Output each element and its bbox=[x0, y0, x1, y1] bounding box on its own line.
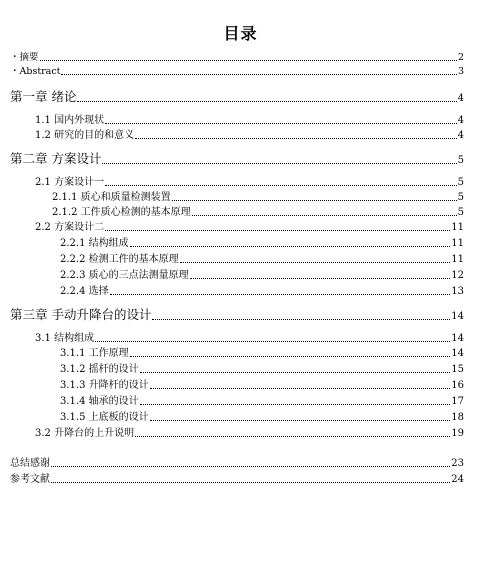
toc-label: 2.2.3 质心的三点法测量原理 bbox=[60, 270, 189, 281]
toc-entry-2-2[interactable] bbox=[35, 221, 464, 234]
toc-label: ・Abstract bbox=[10, 66, 61, 77]
toc-label: 2.1 方案设计一 bbox=[35, 177, 105, 188]
toc-page-number: 4 bbox=[457, 115, 464, 126]
toc-label: 1.1 国内外现状 bbox=[35, 115, 105, 126]
dot-leader bbox=[102, 163, 456, 164]
toc-entry-2-1[interactable] bbox=[35, 176, 464, 189]
toc-entry-references[interactable] bbox=[10, 473, 464, 486]
toc-page-number: 4 bbox=[457, 93, 464, 104]
toc-entry-chapter-3[interactable] bbox=[10, 307, 464, 323]
toc-entry-abstract-cn[interactable] bbox=[10, 52, 464, 64]
dot-leader bbox=[172, 200, 457, 201]
toc-page-number: 17 bbox=[451, 396, 464, 407]
toc-page-number: 19 bbox=[451, 428, 464, 439]
dot-leader bbox=[150, 388, 451, 389]
toc-page-number: 14 bbox=[451, 333, 464, 344]
toc-label: 3.1.2 摇杆的设计 bbox=[60, 364, 139, 375]
toc-entry-3-1[interactable] bbox=[35, 332, 464, 345]
toc-entry-3-1-3[interactable] bbox=[60, 379, 464, 392]
toc-page-number: 5 bbox=[457, 177, 464, 188]
dot-leader bbox=[51, 466, 450, 467]
toc-label: 3.1.4 轴承的设计 bbox=[60, 396, 139, 407]
toc-label: 2.1.2 工件质心检测的基本原理 bbox=[52, 207, 191, 218]
toc-label: 3.1.3 升降杆的设计 bbox=[60, 380, 149, 391]
dot-leader bbox=[77, 101, 456, 102]
dot-leader bbox=[40, 60, 457, 61]
toc-label: 3.2 升降台的上升说明 bbox=[35, 428, 135, 439]
toc-page-number: 14 bbox=[451, 348, 464, 359]
toc-label: 1.2 研究的目的和意义 bbox=[35, 130, 135, 141]
toc-entry-2-1-1[interactable] bbox=[52, 191, 464, 204]
toc-page-number: 14 bbox=[451, 311, 464, 322]
dot-leader bbox=[180, 262, 451, 263]
toc-entry-chapter-1[interactable] bbox=[10, 89, 464, 105]
toc-page-number: 2 bbox=[457, 52, 464, 63]
toc-entry-abstract-en[interactable] bbox=[10, 66, 464, 78]
toc-label: 2.2.1 结构组成 bbox=[60, 238, 129, 249]
toc-entry-2-2-4[interactable] bbox=[60, 285, 464, 298]
dot-leader bbox=[135, 138, 457, 139]
dot-leader bbox=[152, 319, 450, 320]
toc-label: 第三章 手动升降台的设计 bbox=[10, 307, 152, 322]
toc-label: ・摘要 bbox=[10, 52, 39, 63]
toc-page-number: 18 bbox=[451, 412, 464, 423]
toc-entry-3-1-2[interactable] bbox=[60, 363, 464, 376]
toc-label: 2.2.4 选择 bbox=[60, 286, 109, 297]
toc-page-number: 12 bbox=[451, 270, 464, 281]
toc-page-number: 5 bbox=[457, 192, 464, 203]
toc-title: 目录 bbox=[223, 24, 258, 43]
toc-page-number: 13 bbox=[451, 286, 464, 297]
dot-leader bbox=[105, 230, 450, 231]
dot-leader bbox=[51, 482, 450, 483]
toc-page-number: 11 bbox=[451, 238, 464, 249]
toc-page-number: 23 bbox=[451, 458, 464, 469]
dot-leader bbox=[105, 123, 457, 124]
dot-leader bbox=[190, 278, 451, 279]
toc-entry-1-2[interactable] bbox=[35, 129, 464, 142]
toc-entry-acknowledgements[interactable] bbox=[10, 457, 464, 470]
toc-label: 2.1.1 质心和质量检测装置 bbox=[52, 192, 171, 203]
toc-label: 第二章 方案设计 bbox=[10, 151, 102, 166]
toc-entry-2-2-1[interactable] bbox=[60, 237, 464, 250]
dot-leader bbox=[105, 185, 457, 186]
toc-page-number: 11 bbox=[451, 254, 464, 265]
toc-label: 3.1.1 工作原理 bbox=[60, 348, 129, 359]
toc-entry-2-1-2[interactable] bbox=[52, 206, 464, 219]
toc-label: 2.2 方案设计二 bbox=[35, 222, 105, 233]
dot-leader bbox=[110, 294, 451, 295]
dot-leader bbox=[192, 215, 457, 216]
toc-page-number: 15 bbox=[451, 364, 464, 375]
toc-label: 参考文献 bbox=[10, 474, 50, 485]
toc-label: 总结感谢 bbox=[10, 458, 50, 469]
toc-entry-3-1-5[interactable] bbox=[60, 411, 464, 424]
dot-leader bbox=[150, 420, 451, 421]
dot-leader bbox=[61, 74, 456, 75]
toc-page-number: 4 bbox=[457, 130, 464, 141]
toc-page-number: 3 bbox=[457, 66, 464, 77]
toc-page-number: 5 bbox=[457, 207, 464, 218]
dot-leader bbox=[95, 341, 450, 342]
toc-entry-3-2[interactable] bbox=[35, 427, 464, 440]
toc-label: 3.1 结构组成 bbox=[35, 333, 95, 344]
toc-entry-3-1-1[interactable] bbox=[60, 347, 464, 360]
dot-leader bbox=[130, 246, 451, 247]
toc-entry-1-1[interactable] bbox=[35, 114, 464, 127]
dot-leader bbox=[130, 356, 451, 357]
toc-label: 第一章 绪论 bbox=[10, 89, 77, 104]
dot-leader bbox=[135, 436, 450, 437]
toc-label: 2.2.2 检测工件的基本原理 bbox=[60, 254, 179, 265]
toc-entry-2-2-2[interactable] bbox=[60, 253, 464, 266]
toc-page-number: 24 bbox=[451, 474, 464, 485]
toc-entry-chapter-2[interactable] bbox=[10, 151, 464, 167]
dot-leader bbox=[140, 404, 451, 405]
toc-entry-3-1-4[interactable] bbox=[60, 395, 464, 408]
dot-leader bbox=[140, 372, 451, 373]
toc-page-number: 16 bbox=[451, 380, 464, 391]
toc-page-number: 5 bbox=[457, 155, 464, 166]
toc-entry-2-2-3[interactable] bbox=[60, 269, 464, 282]
toc-page-number: 11 bbox=[451, 222, 464, 233]
toc-label: 3.1.5 上底板的设计 bbox=[60, 412, 149, 423]
